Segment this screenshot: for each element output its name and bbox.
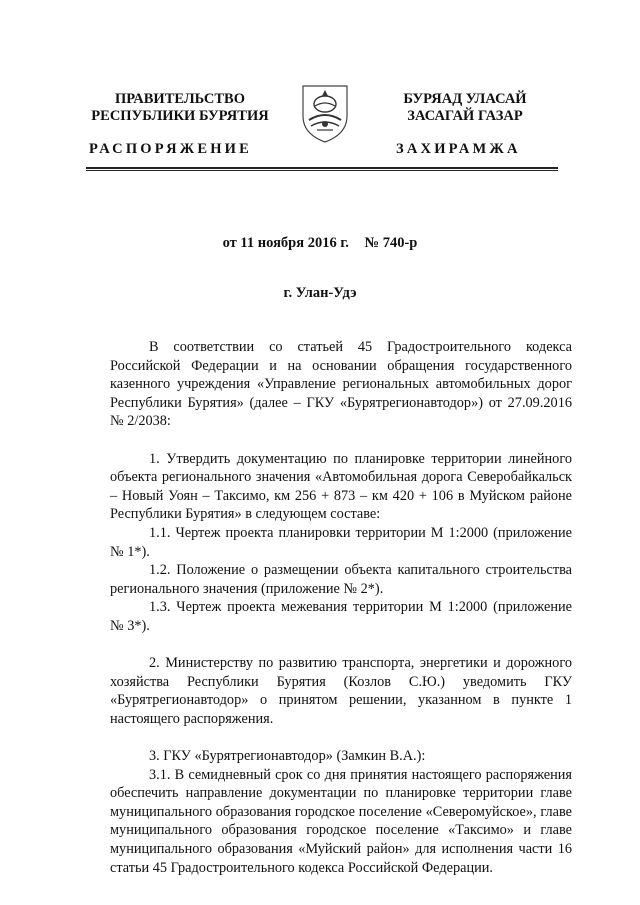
date-number-line (0, 235, 640, 252)
item-1-2-paragraph: 1.2. Положение о размещении объекта капитального строительства регионального значения (приложение № 2*). (110, 562, 572, 597)
document-number: № 740-р (364, 235, 418, 251)
item-1-paragraph: 1. Утвердить документацию по планировке территории линейного объекта регионального значения «Автомобильная дорога Северобайкальск – Новый Уоян – Таксимо, км 256 + 873 – км 420 + 106 в Муйском районе Республики Бурятия» в следующем составе: (110, 450, 572, 523)
item-1-3-paragraph: 1.3. Чертеж проекта межевания территории М 1:2000 (приложение № 3*). (110, 599, 572, 634)
government-name-bua-line2: ЗАСАГАЙ ГАЗАР (407, 108, 523, 124)
document-city: г. Улан-Удэ (283, 285, 357, 301)
item-3-1-paragraph: 3.1. В семидневный срок со дня принятия настоящего распоряжения обеспечить направление документации по планировке территории главе муниципального образования городское поселение «Северомуйское», главе муниципального образования городское поселение «Таксимо» и главе муниципального образования «Муйский район» для исполнения части 16 статьи 45 Градостроительного кодекса Российской Федерации. (110, 766, 572, 876)
document-date: от 11 ноября 2016 г. (222, 235, 349, 251)
header-divider-thin (86, 170, 558, 171)
document-body (110, 338, 572, 877)
item-2-paragraph: 2. Министерству по развитию транспорта, энергетики и дорожного хозяйства Республики Бурятия (Козлов С.Ю.) уведомить ГКУ «Бурятрегионавтодор» о принятом решении, указанном в пункте 1 настоящего распоряжения. (110, 655, 572, 727)
item-1-1-paragraph: 1.1. Чертеж проекта планировки территории М 1:2000 (приложение № 1*). (110, 524, 572, 560)
doctype-ru: РАСПОРЯЖЕНИЕ (89, 141, 253, 157)
header-divider-thick (86, 167, 558, 169)
doctype-bua: ЗАХИРАМЖА (396, 141, 521, 157)
government-name-line1: ПРАВИТЕЛЬСТВО (115, 91, 245, 107)
government-name-bua-line1: БУРЯАД УЛАСАЙ (403, 91, 527, 107)
government-name-ru (75, 91, 285, 125)
government-name-line2: РЕСПУБЛИКИ БУРЯТИЯ (91, 108, 269, 124)
item-3-paragraph: 3. ГКУ «Бурятрегионавтодор» (Замкин В.А.): (149, 748, 426, 765)
coat-of-arms-emblem (299, 80, 351, 144)
government-name-bua (380, 91, 550, 125)
preamble-paragraph: В соответствии со статьей 45 Градостроительного кодекса Российской Федерации и на основании обращения государственного казенного учреждения «Управление региональных автомобильных дорог Республики Бурятия» (далее – ГКУ «Бурятрегионавтодор») от 27.09.2016 № 2/2038: (110, 339, 572, 430)
